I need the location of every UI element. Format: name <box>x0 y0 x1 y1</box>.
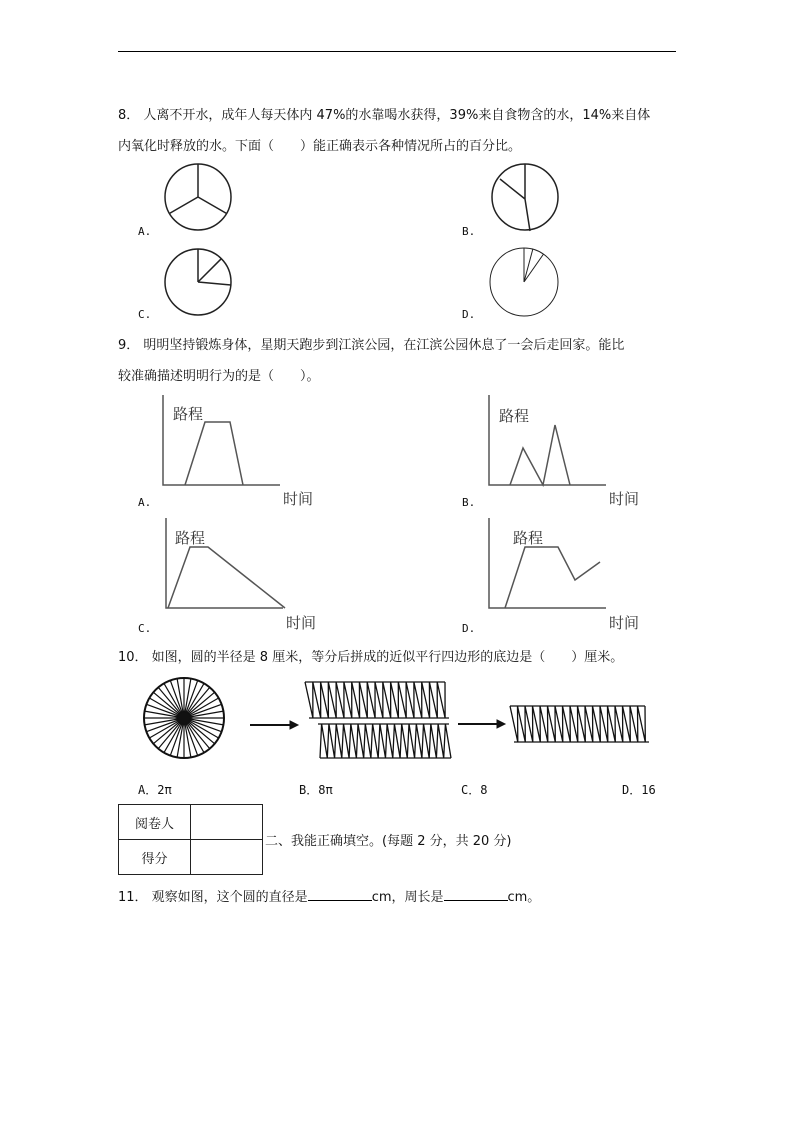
reviewer-label: 阅卷人 <box>119 805 191 840</box>
graph-b-line <box>510 425 570 485</box>
graph-d-axes <box>489 518 606 608</box>
graph-b-axes <box>489 395 606 485</box>
score-label: 得分 <box>119 840 191 875</box>
circle-center <box>178 712 190 724</box>
q8-option-c[interactable]: C. <box>138 308 152 321</box>
parallelogram <box>510 706 649 742</box>
q8-option-d[interactable]: D. <box>462 308 476 321</box>
q8-option-b[interactable]: B. <box>462 225 476 238</box>
q8-line2: 内氧化时释放的水。下面（ ）能正确表示各种情况所占的百分比。 <box>118 139 522 154</box>
q9-line1: 9． 明明坚持锻炼身体，星期天跑步到江滨公园，在江滨公园休息了一会后走回家。能比 <box>118 338 625 353</box>
q9-option-c[interactable]: C. <box>138 622 152 635</box>
pie-c-radii <box>198 249 231 285</box>
graph-a-xlabel: 时间 <box>283 490 314 508</box>
section-title: 二、我能正确填空。(每题 2 分，共 20 分) <box>265 834 512 849</box>
q11-unit2: cm。 <box>507 890 541 905</box>
q9-option-a[interactable]: A. <box>138 496 152 509</box>
q9-option-d[interactable]: D. <box>462 622 476 635</box>
q10-text: 10． 如图，圆的半径是 8 厘米，等分后拼成的近似平行四边形的底边是（ ）厘米。 <box>118 650 624 665</box>
graph-c-xlabel: 时间 <box>286 614 317 632</box>
graph-d-ylabel: 路程 <box>513 529 544 547</box>
q9-option-b[interactable]: B. <box>462 496 476 509</box>
pie-d-radii <box>524 248 544 282</box>
graph-a-axes <box>163 395 280 485</box>
q11-prefix: 11． 观察如图，这个圆的直径是 <box>118 890 308 905</box>
graph-b-ylabel: 路程 <box>499 407 530 425</box>
q8-option-a[interactable]: A. <box>138 225 152 238</box>
graph-a-ylabel: 路程 <box>173 405 204 423</box>
q10-option-d[interactable]: D．16 <box>622 783 656 797</box>
graph-b-xlabel: 时间 <box>609 490 640 508</box>
q8-line1: 8． 人离不开水，成年人每天体内 47%的水靠喝水获得，39%来自食物含的水，14%来自体 <box>118 108 651 123</box>
q9-line2: 较准确描述明明行为的是（ ）。 <box>118 369 320 384</box>
arrow-1-head <box>290 721 298 729</box>
pie-b-radii <box>500 164 530 231</box>
graph-c-ylabel: 路程 <box>175 529 206 547</box>
graph-a-line <box>185 422 243 485</box>
arrow-2-head <box>497 720 505 728</box>
q10-option-c[interactable]: C．8 <box>461 783 488 797</box>
graph-d-xlabel: 时间 <box>609 614 640 632</box>
half-circle-top <box>305 682 449 718</box>
half-circle-bottom <box>318 724 451 758</box>
q11-unit1: cm，周长是 <box>371 890 444 905</box>
q10-option-a[interactable]: A．2π <box>138 783 172 797</box>
graph-c-line <box>168 547 285 608</box>
graph-d-line <box>505 547 600 608</box>
q10-option-b[interactable]: B．8π <box>299 783 333 797</box>
